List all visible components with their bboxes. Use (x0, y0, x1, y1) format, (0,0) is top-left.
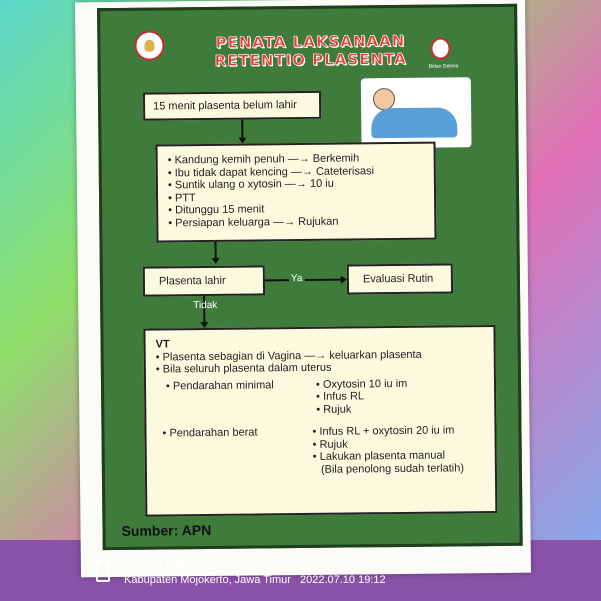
step-2-line-4: • PTT (167, 191, 196, 204)
title-line-2: RETENTIO PLASENTA (214, 49, 407, 70)
watermark-datetime: 2022.07.10 19:12 (299, 574, 386, 586)
step-2-line-6: • Persiapan keluarga —→ Rujukan (168, 215, 339, 229)
plasenta-lahir-text: Plasenta lahir (158, 274, 226, 288)
patient-bed-illustration (361, 77, 472, 148)
poster (97, 4, 523, 550)
step-2-line-3: • Suntik ulang o xytosin —→ 10 iu (167, 177, 334, 192)
watermark-location-time (124, 574, 386, 586)
step-box-2 (155, 142, 436, 243)
poster-sheet (75, 0, 531, 577)
minimal-action-1: • Oxytosin 10 iu im (315, 377, 408, 391)
step-box-1 (143, 91, 321, 121)
step-1-text: 15 menit plasenta belum lahir (153, 99, 297, 113)
camera-watermark-icon (96, 560, 110, 582)
blanket-icon (371, 107, 457, 138)
berat-action-3: • Lakukan plasenta manual (312, 449, 446, 463)
label-ya: Ya (290, 273, 303, 285)
title-line-1: PENATA LAKSANAAN (215, 31, 406, 52)
source-label: Sumber: APN (121, 521, 212, 539)
minimal-group (156, 377, 484, 418)
berat-actions (312, 424, 464, 476)
evaluasi-rutin-text: Evaluasi Rutin (362, 272, 434, 286)
minimal-action-2: • Infus RL (316, 390, 365, 403)
step-2-line-5: • Ditunggu 15 menit (168, 203, 265, 217)
step-box-evaluasi-rutin (347, 263, 453, 294)
bidan-delima-logo-icon (430, 37, 450, 59)
berat-action-4: (Bila penolong sudah terlatih) (320, 461, 465, 476)
vt-line-1: • Plasenta sebagian di Vagina —→ keluarkan plasenta (155, 348, 422, 364)
berat-action-2: • Rujuk (312, 438, 348, 451)
nurse-head-icon (373, 88, 395, 110)
vt-heading: VT (155, 338, 170, 351)
pendarahan-minimal: • Pendarahan minimal (165, 378, 274, 392)
step-2-line-1: • Kandung kemih penuh —→ Berkemih (167, 152, 360, 167)
step-2-line-2: • Ibu tidak dapat kencing —→ Cateterisasi (167, 164, 375, 179)
step-box-vt (143, 325, 497, 517)
pendarahan-berat: • Pendarahan berat (162, 426, 258, 440)
bidan-delima-label: Bidan Delima (428, 63, 459, 70)
watermark-location: Kabupaten Mojokerto, Jawa Timur (124, 574, 291, 586)
minimal-action-3: • Rujuk (316, 403, 352, 416)
watermark-device: OPPO Reno5 (124, 556, 204, 571)
berat-action-1: • Infus RL + oxytosin 20 iu im (312, 424, 455, 438)
minimal-actions (316, 377, 408, 415)
arrow-head-2 (212, 258, 220, 264)
label-tidak: Tidak (193, 299, 218, 312)
vt-line-2: • Bila seluruh plasenta dalam uterus (155, 361, 332, 376)
berat-group (156, 424, 485, 477)
step-box-plasenta-lahir (143, 265, 265, 296)
